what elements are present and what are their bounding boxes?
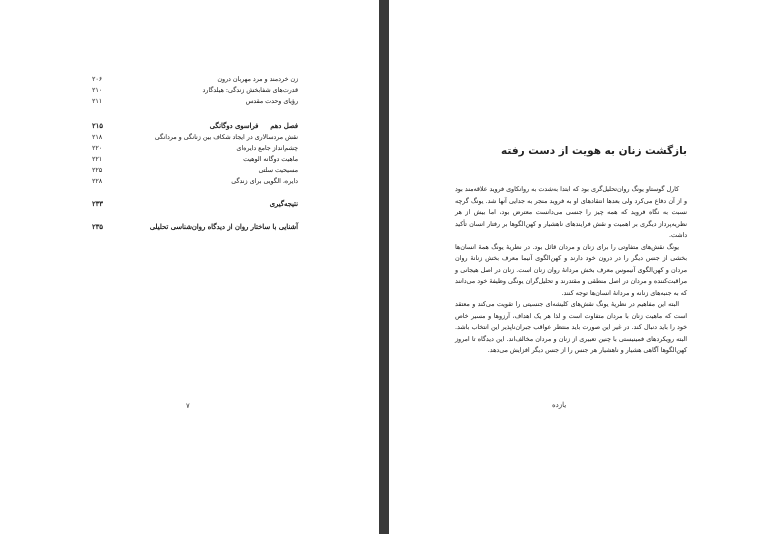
table-of-contents — [92, 74, 298, 233]
body-text — [455, 184, 687, 357]
toc-entry — [92, 96, 298, 107]
toc-entry-title: زن خردمند و مرد مهربان درون — [217, 76, 298, 83]
toc-chapter-heading — [92, 121, 298, 132]
toc-entry — [92, 176, 298, 187]
toc-entry-page: ۲۲۸ — [92, 178, 103, 185]
toc-entry — [92, 85, 298, 96]
toc-entry-page: ۲۲۱ — [92, 156, 103, 163]
toc-entry-title: ماهیت دوگانه الوهیت — [243, 156, 298, 163]
toc-entry — [92, 74, 298, 85]
toc-entry — [92, 165, 298, 176]
toc-entry-page: ۲۱۸ — [92, 134, 103, 141]
right-page — [389, 0, 768, 534]
toc-entry-title: دایره، الگویی برای زندگی — [231, 178, 298, 185]
toc-appendix-page: ۲۳۵ — [92, 223, 103, 231]
toc-conclusion — [92, 199, 298, 210]
toc-entry — [92, 132, 298, 143]
chapter-title: بازگشت زنان به هویت از دست رفته — [501, 145, 687, 157]
toc-entry-page: ۲۱۰ — [92, 87, 103, 94]
left-page — [0, 0, 379, 534]
toc-entry-title: مسیحیت سلتی — [258, 167, 298, 174]
toc-conclusion-title: نتیجه‌گیری — [269, 200, 298, 208]
toc-entry-title: قدرت‌های شفابخش زندگی: هیلدگارد — [202, 87, 298, 94]
book-spine — [379, 0, 389, 534]
toc-entry-page: ۲۰۶ — [92, 76, 103, 83]
toc-entry-title: چشم‌انداز جامع دایره‌ای — [236, 145, 298, 152]
paragraph: کارل گوستاو یونگ روان‌تحلیل‌گری بود که ابتدا به‌شدت به روانکاوی فروید علاقه‌مند بود و از آن دفاع می‌کرد ولی بعدها انتقادهای او به فروید منجر به جدایی آنها شد. یونگ گرچه نسبت به نگاه فروید که همه چیز را جنسی می‌دانست معترض بود، اما بیش از هر نظریه‌پرداز دیگری بر اهمیت و نقش فرایندهای ناهشیار و کهن‌الگوها بر رفتار انسان تأکید داشت. — [455, 186, 687, 239]
toc-entry-title: رؤیای وحدت مقدس — [245, 98, 298, 105]
paragraph: البته این مفاهیم در نظریهٔ یونگ نقش‌های کلیشه‌ای جنسیتی را تقویت می‌کند و معتقد است که ماهیت زنان با مردان متفاوت است و لذا هر یک اهداف، آرزوها و مسیر خاص خود را باید دنبال کند. در غیر این صورت باید منتظر عواقب جبران‌ناپذیر این انتخاب باشد. البته رویکردهای فمینیستی با چنین تعبیری از زنان و مردان مخالف‌اند. این دیدگاه تا امروز کهن‌الگوها آگاهی هشیار و ناهشیار هر جنس را از جنس دیگر افزایش می‌دهد. — [455, 301, 687, 354]
page-number: یازده — [552, 401, 567, 409]
toc-entry-page: ۲۱۱ — [92, 98, 103, 105]
paragraph: یونگ نقش‌های متفاوتی را برای زنان و مردان قائل بود. در نظریهٔ یونگ همهٔ انسان‌ها بخشی از جنس دیگر را در درون خود دارند و کهن‌الگوی آنیما معرف بخش زنانهٔ روان مردان و کهن‌الگوی آنیموس معرف بخش مردانهٔ روان زنان است. زنان در اصل هیجانی و مراقبت‌کننده و مردان در اصل منطقی و مقتدرند و تحلیل‌گران یونگی وظیفهٔ خود می‌دانند که به جنبه‌های زنانه و مردانهٔ انسان‌ها توجه کنند. — [455, 243, 687, 297]
toc-entry-page: ۲۲۰ — [92, 145, 103, 152]
page-number: ۷ — [186, 402, 190, 410]
toc-appendix-title: آشنایی با ساختار روان از دیدگاه روان‌شناسی تحلیلی — [149, 223, 298, 231]
toc-chapter-title: فصل دهم فراسوی دوگانگی — [209, 122, 298, 130]
toc-entry — [92, 154, 298, 165]
toc-conclusion-page: ۲۳۳ — [92, 200, 103, 208]
toc-entry-title: نقش مردسالاری در ایجاد شکاف بین زنانگی و مردانگی — [154, 134, 298, 141]
toc-entry — [92, 143, 298, 154]
toc-chapter-page: ۲۱۵ — [92, 122, 103, 130]
toc-entry-page: ۲۲۵ — [92, 167, 103, 174]
toc-appendix — [92, 222, 298, 233]
